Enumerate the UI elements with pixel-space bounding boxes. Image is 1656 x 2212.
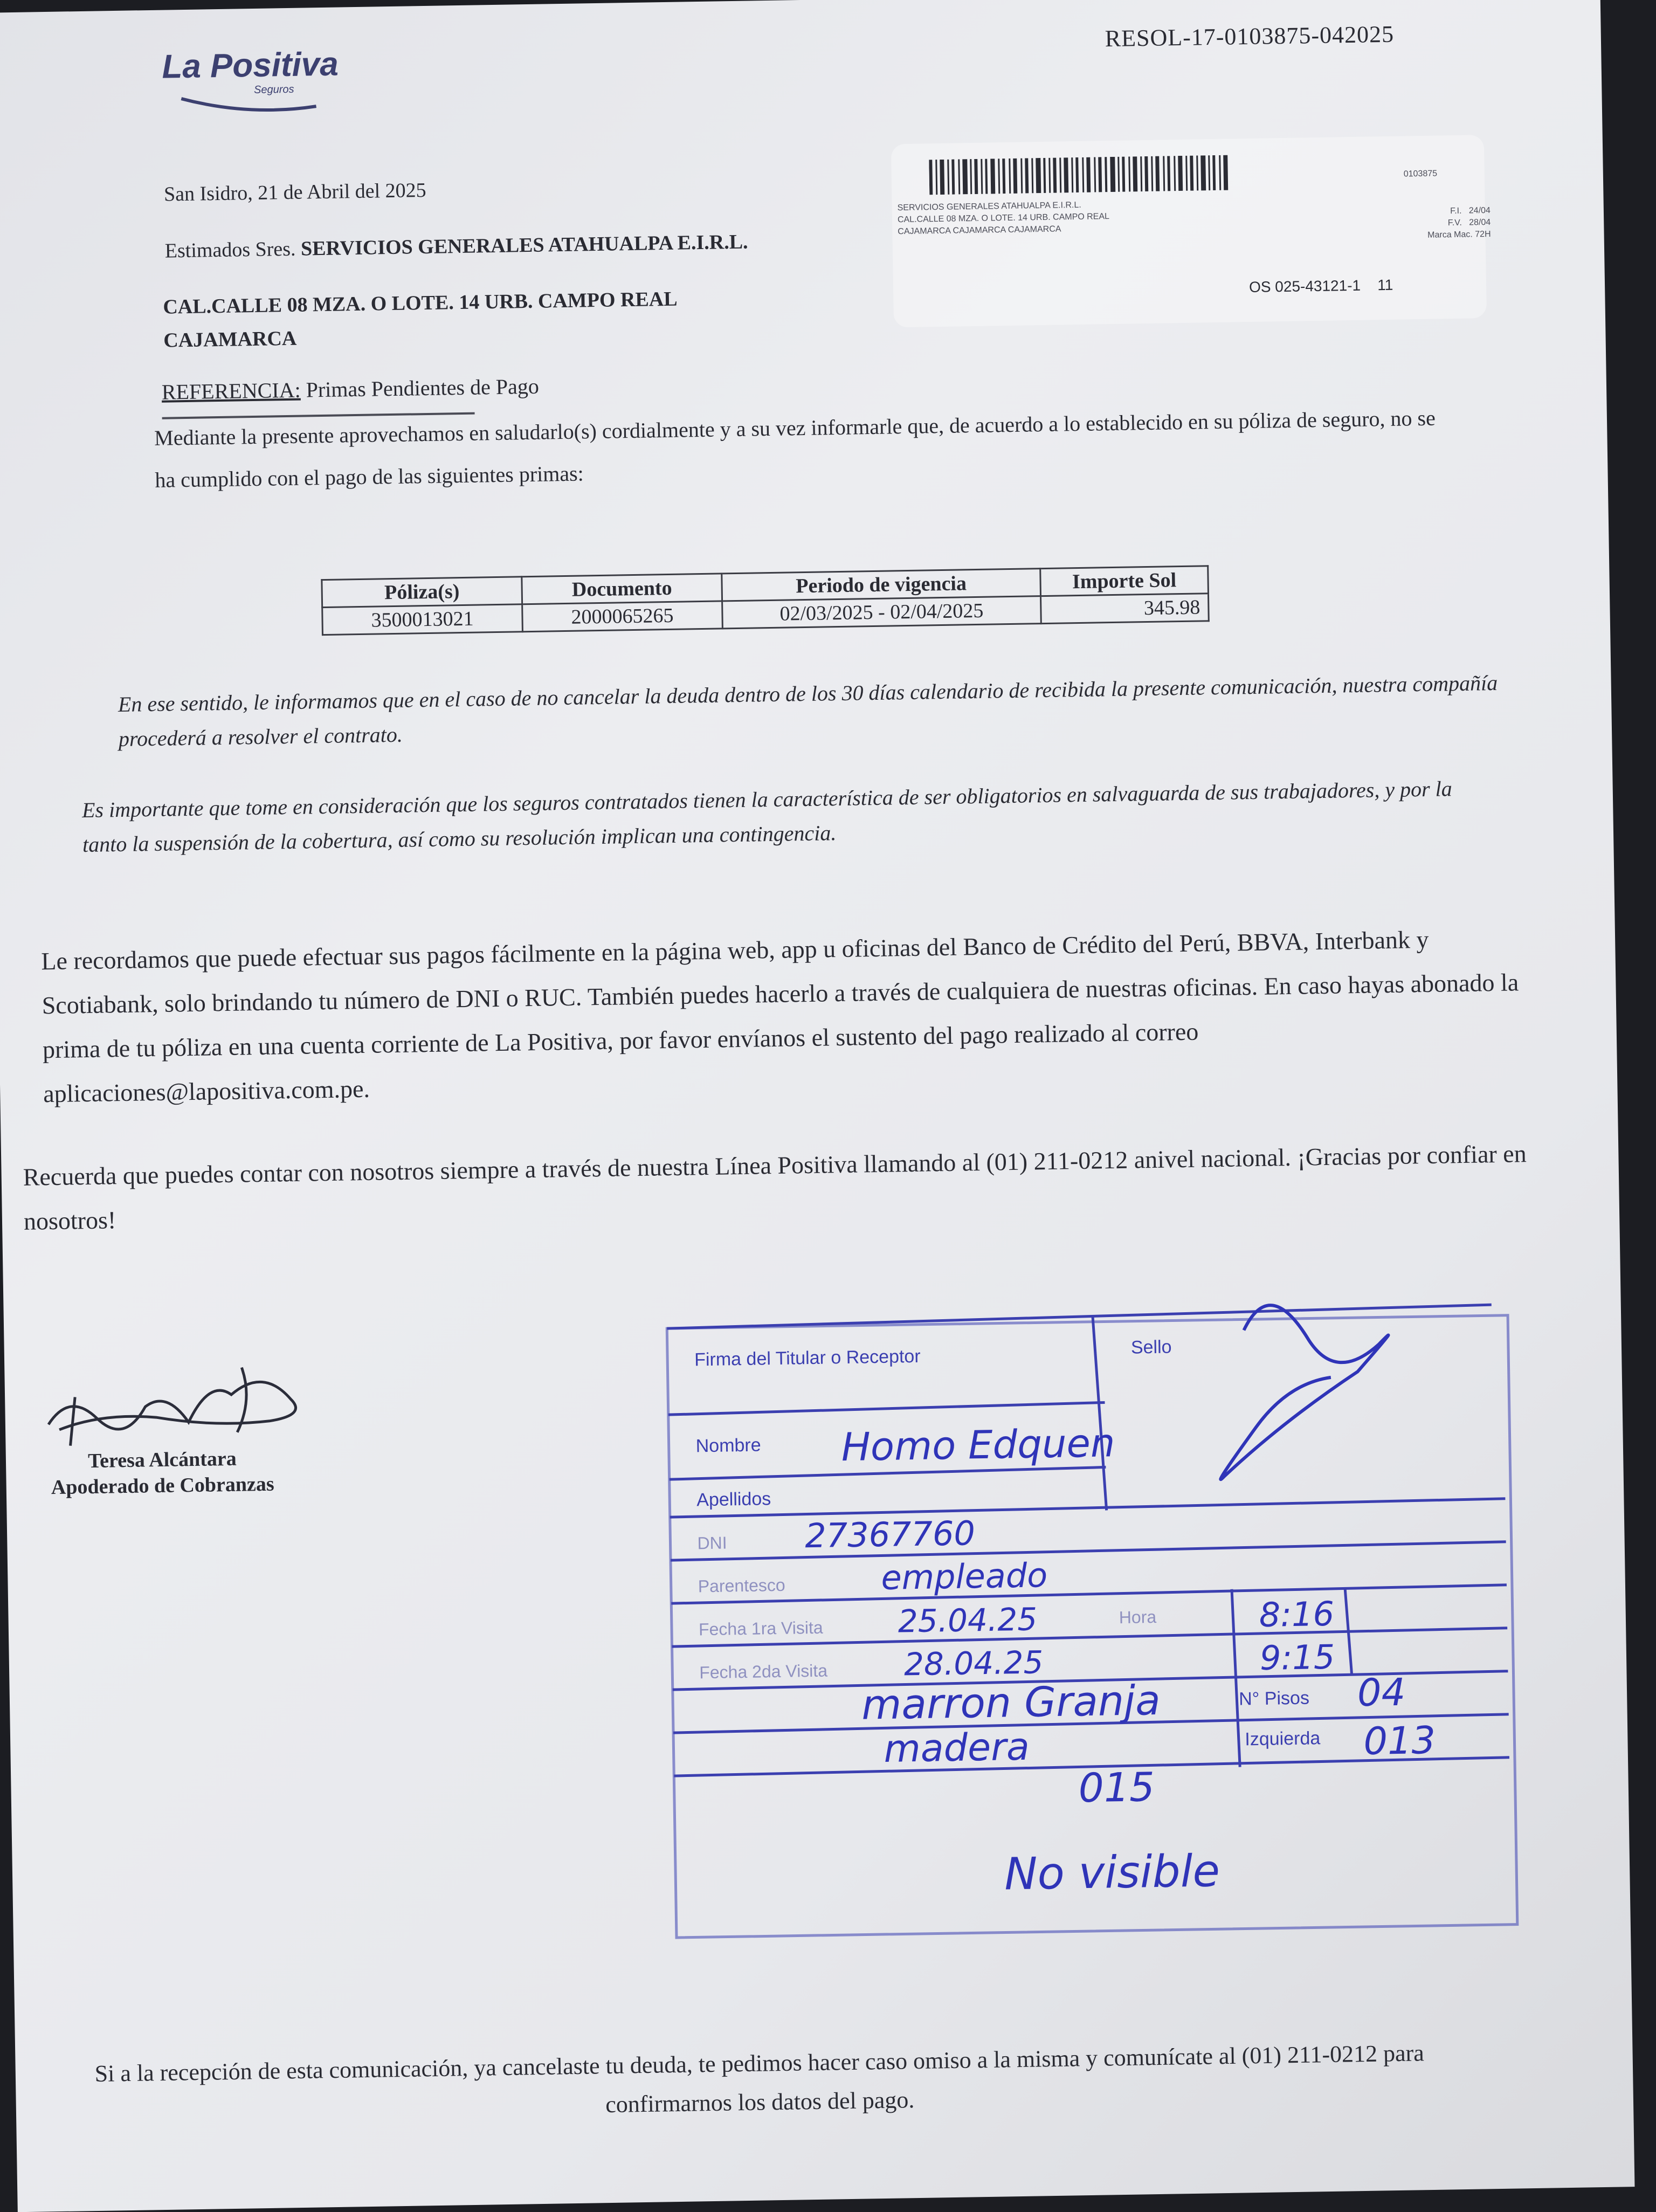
- hw-material: madera: [883, 1724, 1030, 1771]
- stamp-sello-label: Sello: [1130, 1336, 1172, 1358]
- col-importe: Importe Sol: [1040, 566, 1209, 596]
- stamp-hora-label: Hora: [1119, 1607, 1157, 1628]
- cell-poliza: 3500013021: [322, 604, 523, 635]
- os-suffix: 11: [1377, 276, 1393, 294]
- greeting-prefix: Estimados Sres.: [164, 237, 296, 263]
- stamp-fecha1-label: Fecha 1ra Visita: [698, 1617, 823, 1639]
- hw-color: marron Granja: [861, 1676, 1161, 1729]
- barcode-line-3: CAJAMARCA CAJAMARCA CAJAMARCA: [898, 224, 1061, 237]
- hw-hora2: 9:15: [1259, 1637, 1335, 1678]
- stamp-signature-icon: [1218, 1304, 1390, 1479]
- cell-importe: 345.98: [1041, 594, 1209, 624]
- resolution-number: RESOL-17-0103875-042025: [1105, 20, 1395, 52]
- fi-value: 24/04: [1468, 205, 1491, 216]
- col-documento: Documento: [522, 574, 722, 604]
- stamp-parentesco-label: Parentesco: [698, 1575, 785, 1596]
- marca-text: Marca Mac. 72H: [1427, 229, 1491, 240]
- cell-documento: 2000065265: [522, 601, 723, 632]
- address-line-1: CAL.CALLE 08 MZA. O LOTE. 14 URB. CAMPO REAL: [163, 287, 678, 319]
- stamp-fecha2-label: Fecha 2da Visita: [699, 1660, 828, 1683]
- barcode-code: 0103875: [1403, 169, 1438, 179]
- payment-paragraph: Le recordamos que puede efectuar sus pagos fácilmente en la página web, app u oficinas del Banco de Crédito del Perú, BBVA, Interbank y Scotiabank, solo brindando tu número de DNI o RUC. También puedes hacerlo a través de cualquiera de nuestras oficinas. En caso hayas abonado la prima de tu póliza en una cuenta corriente de La Positiva, por favor envíanos el sustento del pago realizado al correo aplicaciones@lapositiva.com.pe.: [41, 925, 1519, 1108]
- greeting: [164, 230, 748, 263]
- recipient-company: SERVICIOS GENERALES ATAHUALPA E.I.R.L.: [300, 230, 748, 260]
- hw-parentesco: empleado: [880, 1555, 1048, 1597]
- signature-scribble-icon: [37, 1355, 319, 1457]
- col-periodo: Periodo de vigencia: [722, 569, 1041, 601]
- company-logo-sub: Seguros: [253, 83, 294, 96]
- deadline-paragraph: En ese sentido, le informamos que en el caso de no cancelar la deuda dentro de los 30 días calendario de recibida la presente comunicación, nuestra compañía procederá a resolver el contrato.: [118, 670, 1498, 752]
- barcode-address: [897, 196, 1275, 238]
- hw-dni: 27367760: [804, 1513, 976, 1556]
- hw-num2: 013: [1363, 1718, 1436, 1763]
- signatory-title: Apoderado de Cobranzas: [51, 1472, 274, 1499]
- hw-nombre: Homo Edquen: [841, 1420, 1116, 1470]
- barcode-dates: [1350, 205, 1491, 243]
- fv-value: 28/04: [1469, 217, 1491, 228]
- reference-text: Primas Pendientes de Pago: [306, 374, 540, 402]
- premium-table: [321, 565, 1209, 636]
- reference: [161, 374, 539, 405]
- logo-swoosh-icon: [178, 91, 319, 115]
- hw-fecha1: 25.04.25: [898, 1601, 1038, 1640]
- barcode-icon: [929, 155, 1231, 197]
- stamp-dni-label: DNI: [697, 1533, 727, 1553]
- cell-periodo: 02/03/2025 - 02/04/2025: [722, 596, 1041, 629]
- stamp-izquierda-label: Izquierda: [1245, 1728, 1321, 1750]
- reference-label: REFERENCIA:: [161, 377, 301, 404]
- stamp-apellidos-label: Apellidos: [696, 1489, 771, 1511]
- company-logo: La Positiva: [161, 45, 339, 86]
- hw-hora1: 8:16: [1259, 1594, 1335, 1635]
- recipient-address: [163, 282, 678, 357]
- hw-fecha2: 28.04.25: [903, 1644, 1044, 1683]
- barcode-line-1: SERVICIOS GENERALES ATAHUALPA E.I.R.L.: [897, 200, 1081, 213]
- barcode-line-2: CAL.CALLE 08 MZA. O LOTE. 14 URB. CAMPO REAL: [897, 212, 1110, 225]
- address-line-2: CAJAMARCA: [163, 327, 297, 352]
- signatory-name: Teresa Alcántara: [87, 1447, 237, 1473]
- footer-note: Si a la recepción de esta comunicación, ya cancelaste tu deuda, te pedimos hacer caso omiso a la misma y comunícate al (01) 211-0212 para confirmarnos los datos del pago.: [94, 2039, 1425, 2118]
- os-number: OS 025-43121-1: [1248, 277, 1361, 295]
- hw-num1: 015: [1078, 1764, 1155, 1812]
- mandatory-paragraph: Es importante que tome en consideración que los seguros contratados tienen la característica de ser obligatorios en salvaguarda de sus trabajadores, y por la tanto la suspensión de la cobertura, así como su resolución implican una contingencia.: [81, 776, 1453, 857]
- hw-visita: No visible: [1004, 1845, 1220, 1900]
- contact-paragraph: Recuerda que puedes contar con nosotros siempre a través de nuestra Línea Positiva llamando al (01) 211-0212 anivel nacional. ¡Gracias por confiar en nosotros!: [23, 1140, 1527, 1235]
- intro-paragraph: Mediante la presente aprovechamos en saludarlo(s) cordialmente y a su vez informarle que, de acuerdo a lo establecido en su póliza de seguro, no se ha cumplido con el pago de las siguientes primas:: [154, 405, 1436, 492]
- delivery-stamp: [661, 1293, 1534, 1954]
- os-code: [1249, 277, 1393, 296]
- col-poliza: Póliza(s): [322, 577, 522, 608]
- stamp-nombre-label: Nombre: [695, 1435, 761, 1457]
- fi-label: F.I.: [1450, 206, 1462, 216]
- hw-pisos: 04: [1357, 1670, 1406, 1715]
- stamp-pisos-label: N° Pisos: [1238, 1687, 1310, 1710]
- fv-label: F.V.: [1447, 218, 1462, 228]
- stamp-firma-label: Firma del Titular o Receptor: [694, 1346, 921, 1370]
- signatory: [49, 1445, 276, 1501]
- letter-date: San Isidro, 21 de Abril del 2025: [163, 178, 426, 206]
